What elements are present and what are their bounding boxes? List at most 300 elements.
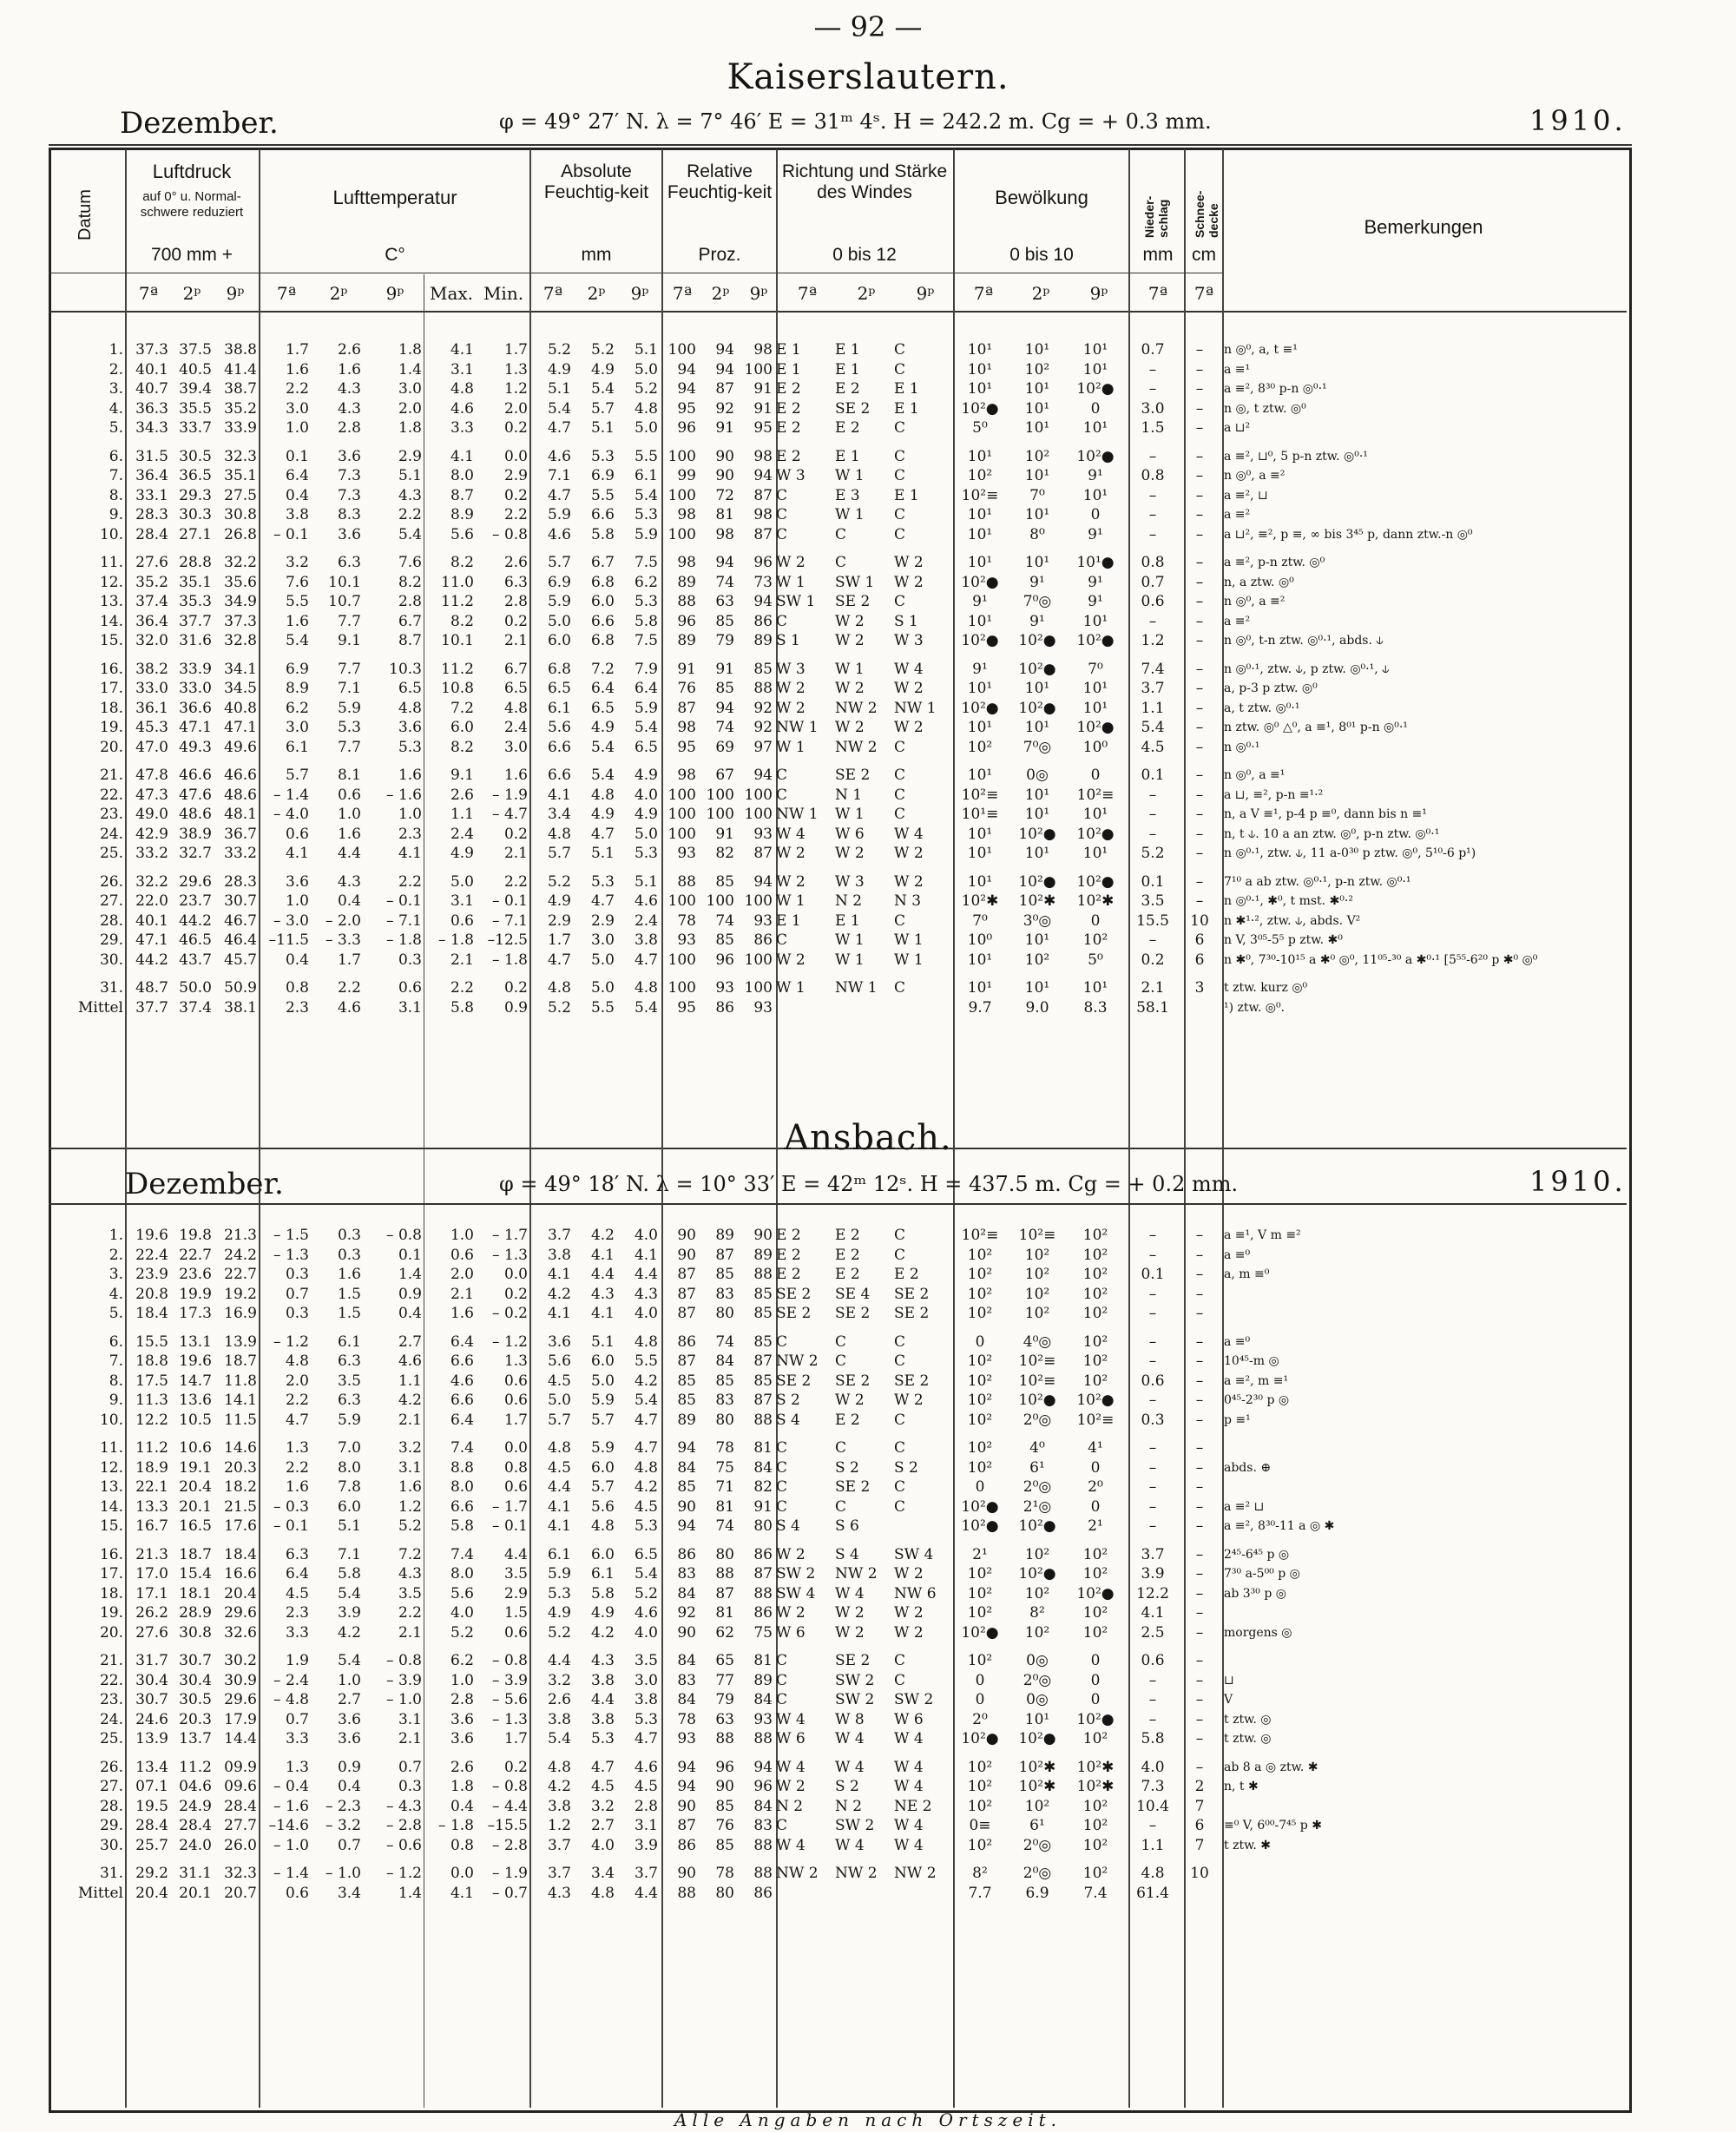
cell-r7: 94 [677, 380, 696, 398]
cell-w9: SE 2 [894, 1305, 930, 1322]
cell-a2: 6.5 [590, 699, 615, 717]
cell-c2: 10¹ [1024, 979, 1050, 997]
cell-w2: E 1 [835, 341, 860, 359]
cell-t2: 7.7 [337, 738, 361, 756]
cell-a7: 5.2 [547, 998, 571, 1017]
cell-w9: C [894, 1652, 906, 1669]
cell-w7: E 2 [776, 380, 801, 398]
cell-r7: 94 [677, 360, 696, 378]
table-row [50, 911, 1625, 931]
cell-snow: – [1195, 1227, 1204, 1244]
cell-w7: C [776, 1439, 788, 1457]
table-row [50, 1458, 1625, 1478]
cell-a9: 5.2 [634, 380, 658, 398]
cell-p9: 47.1 [224, 719, 257, 736]
table-row [50, 612, 1625, 632]
cell-w9: C [894, 911, 906, 930]
cell-p9: 38.7 [224, 380, 257, 398]
cell-tmin: – 7.1 [492, 911, 528, 930]
cell-a9: 4.6 [634, 1604, 658, 1622]
cell-p2: 32.7 [179, 845, 212, 862]
sub-temp-2p: 2ᵖ [329, 283, 348, 304]
cell-w2: E 2 [835, 1227, 860, 1244]
cell-t9: 3.1 [398, 998, 422, 1017]
cell-p2: 27.1 [179, 525, 212, 543]
cell-c7: 10¹ [967, 380, 993, 398]
table-row [50, 864, 1625, 892]
station-title-kaiserslautern: Kaiserslautern. [727, 57, 1009, 97]
cell-precip: – [1148, 1478, 1157, 1496]
cell-t9: 2.7 [398, 1332, 422, 1351]
cell-p7: 47.3 [135, 786, 168, 804]
cell-tmax: 5.0 [450, 872, 474, 891]
cell-p2: 10.5 [179, 1411, 212, 1429]
cell-r2: 74 [715, 911, 734, 930]
cell-c2: 0◎ [1026, 767, 1049, 784]
cell-precip: 5.4 [1141, 719, 1165, 736]
cell-c2: 2⁰◎ [1023, 1411, 1052, 1429]
cell-c7: 8² [972, 1865, 988, 1882]
cell-remarks: n ◎⁰, a ≡² [1224, 469, 1286, 483]
cell-t9: 0.6 [398, 979, 422, 997]
cell-w7: W 1 [776, 738, 806, 756]
cell-p7: 28.3 [135, 506, 168, 523]
cell-w7: C [776, 1478, 788, 1496]
cell-tmax: 8.2 [450, 554, 474, 571]
cell-p9: 30.9 [224, 1671, 257, 1689]
table-row [50, 1265, 1625, 1285]
cell-snow: – [1195, 419, 1204, 437]
cell-day: 30. [99, 1836, 123, 1854]
cell-t2: – 2.0 [326, 911, 361, 930]
cell-c7: 10¹≡ [961, 806, 999, 823]
cell-r2: 87 [715, 1584, 734, 1602]
cell-r9: 87 [753, 525, 773, 543]
cell-r9: 97 [753, 738, 773, 756]
cell-c7: 10² [967, 1584, 993, 1602]
cell-day: 6. [108, 447, 123, 465]
cell-r9: 100 [744, 806, 773, 823]
cell-w2: E 2 [835, 1266, 860, 1283]
cell-tmax: 0.0 [450, 1865, 474, 1882]
cell-snow: 10 [1190, 911, 1209, 930]
cell-p2: 23.7 [179, 892, 212, 910]
cell-t2: 6.3 [337, 554, 361, 571]
cell-p9: 20.7 [224, 1884, 257, 1902]
cell-a2: 4.8 [590, 786, 615, 804]
cell-t9: 0.9 [398, 1285, 422, 1303]
cell-t9: 1.8 [398, 419, 422, 437]
table-row [50, 1623, 1625, 1643]
cell-p7: 29.2 [135, 1865, 168, 1882]
cell-w9: C [894, 806, 906, 823]
cell-precip: – [1148, 1332, 1157, 1351]
cell-w7: E 2 [776, 399, 801, 418]
cell-tmin: 0.8 [503, 1458, 528, 1477]
cell-a2: 5.1 [590, 419, 615, 437]
cell-r9: 92 [753, 719, 773, 736]
cell-c7: 10¹ [967, 554, 993, 571]
cell-precip: – [1148, 1671, 1157, 1689]
cell-tmin: 0.0 [503, 1266, 528, 1283]
cell-a7: 1.2 [547, 1817, 571, 1834]
table-row [50, 679, 1625, 699]
cell-c7: 10² [967, 1758, 993, 1776]
cell-remarks: n ◎⁰·¹ [1224, 740, 1260, 754]
cell-w2: SE 2 [835, 1305, 871, 1322]
cell-w7: W 3 [776, 660, 806, 678]
cell-r9: 88 [753, 1584, 773, 1602]
cell-precip: 4.8 [1141, 1865, 1165, 1882]
sub-schnee-7a: 7ª [1194, 283, 1214, 304]
cell-p2: 29.3 [179, 486, 212, 504]
cell-remarks: ab 3³⁰ p ◎ [1224, 1586, 1286, 1601]
header-wind-unit: 0 bis 12 [832, 245, 897, 265]
cell-r9: 80 [753, 1517, 773, 1535]
cell-p7: 20.4 [135, 1884, 168, 1902]
cell-c9: 10² [1082, 1227, 1108, 1244]
cell-a9: 3.1 [634, 1817, 658, 1834]
cell-c9: 7.4 [1083, 1884, 1108, 1902]
cell-w7: W 2 [776, 680, 806, 697]
cell-tmin: 2.2 [503, 506, 528, 523]
year-label-ansbach: 1910. [1529, 1165, 1627, 1198]
cell-t9: 3.2 [398, 1439, 422, 1457]
cell-tmax: 5.8 [450, 1517, 474, 1535]
cell-remarks: a ≡¹, V m ≡² [1224, 1228, 1301, 1242]
cell-snow: – [1195, 825, 1204, 843]
cell-t7: 6.4 [285, 1565, 309, 1583]
cell-w9: W 2 [894, 1604, 924, 1622]
cell-p7: 27.6 [135, 554, 168, 571]
cell-c9: 10² [1082, 1817, 1108, 1834]
cell-a9: 4.0 [634, 1227, 658, 1244]
cell-remarks: n ✱⁰, 7³⁰-10¹⁵ a ✱⁰ ◎⁰, 11⁰⁵-³⁰ a ✱⁰·¹ [5⁵⁵-6²⁰ p ✱⁰ ◎⁰ [1224, 952, 1538, 967]
cell-tmin: 6.7 [503, 660, 528, 678]
cell-remarks: n ◎⁰·¹, ✱⁰, t mst. ✱⁰·² [1224, 894, 1353, 908]
cell-r7: 87 [677, 1817, 696, 1834]
cell-a2: 3.0 [590, 931, 615, 949]
cell-precip: – [1148, 1352, 1157, 1370]
cell-r7: 85 [677, 1392, 696, 1409]
cell-remarks: a ≡², ⊔ [1224, 488, 1268, 503]
cell-tmin: – 3.9 [492, 1671, 528, 1689]
cell-p7: 15.5 [135, 1332, 168, 1351]
cell-t2: 2.7 [337, 1691, 361, 1708]
cell-t7: 0.3 [285, 1305, 309, 1322]
cell-tmax: – 1.8 [438, 931, 474, 949]
table-row [50, 1517, 1625, 1536]
cell-a2: 6.0 [590, 1458, 615, 1477]
cell-r9: 85 [753, 1372, 773, 1390]
cell-day: 5. [108, 1305, 123, 1322]
cell-a2: 5.9 [590, 1439, 615, 1457]
cell-c9: 2⁰ [1088, 1478, 1103, 1496]
cell-c7: 0 [975, 1671, 985, 1689]
cell-tmax: 0.6 [450, 1246, 474, 1264]
cell-c9: 10² [1082, 931, 1108, 949]
cell-p2: 10.6 [179, 1439, 212, 1457]
header-bewoelkung-unit: 0 bis 10 [1009, 245, 1074, 265]
cell-t9: 5.2 [398, 1517, 422, 1535]
cell-a2: 6.6 [590, 506, 615, 523]
cell-precip: 12.2 [1136, 1584, 1169, 1602]
cell-t2: 1.5 [337, 1285, 361, 1303]
cell-p2: 33.7 [179, 419, 212, 437]
cell-r9: 93 [753, 825, 773, 843]
cell-p9: 46.6 [224, 767, 257, 784]
cell-p7: 24.6 [135, 1710, 168, 1728]
cell-t2: 5.9 [337, 699, 361, 717]
cell-snow: – [1195, 554, 1204, 571]
cell-a9: 4.4 [634, 1266, 658, 1283]
cell-c7: 2¹ [972, 1545, 988, 1563]
cell-c7: 10¹ [967, 680, 993, 697]
cell-p2: 49.3 [179, 738, 212, 756]
cell-p9: 17.9 [224, 1710, 257, 1728]
cell-snow: – [1195, 660, 1204, 678]
cell-t2: 3.6 [337, 1710, 361, 1728]
cell-w7: SE 2 [776, 1372, 812, 1390]
cell-remarks: a ≡⁰ [1224, 1334, 1251, 1349]
cell-tmin: 3.0 [503, 738, 528, 756]
cell-w7: W 2 [776, 1778, 806, 1795]
cell-day: 3. [108, 1266, 123, 1283]
cell-a7: 4.8 [547, 1758, 571, 1776]
cell-tmax: 10.8 [441, 680, 474, 697]
cell-p9: 11.5 [224, 1411, 257, 1429]
cell-p2: 48.6 [179, 806, 212, 823]
cell-p7: 19.5 [135, 1797, 168, 1815]
cell-r9: 89 [753, 632, 773, 649]
cell-r2: 79 [715, 632, 734, 649]
cell-a2: 5.5 [590, 486, 615, 504]
cell-a2: 5.7 [590, 1478, 615, 1496]
cell-tmax: 0.6 [450, 911, 474, 930]
cell-c2: 10¹ [1024, 341, 1050, 359]
cell-w9: C [894, 467, 906, 484]
cell-p9: 35.6 [224, 573, 257, 591]
cell-t2: 5.4 [337, 1652, 361, 1669]
table-row [50, 340, 1625, 360]
cell-snow: – [1195, 872, 1204, 891]
table-row [50, 418, 1625, 438]
cell-t9: 0.1 [398, 1246, 422, 1264]
cell-p7: 45.3 [135, 719, 168, 736]
cell-remarks: n ◎⁰·¹, ztw. ⫝, 11 a-0³⁰ p ztw. ◎⁰, 5¹⁰-6 p¹) [1224, 846, 1476, 860]
cell-w9: W 4 [894, 1817, 924, 1834]
cell-c2: 9.0 [1025, 998, 1049, 1017]
cell-tmax: 7.4 [450, 1545, 474, 1563]
cell-t2: 7.8 [337, 1478, 361, 1496]
cell-day: 11. [99, 554, 123, 571]
cell-remarks: a ≡² ⊔ [1224, 1499, 1265, 1514]
cell-p9: 20.3 [224, 1458, 257, 1477]
cell-p7: 22.1 [135, 1478, 168, 1496]
cell-c7: 10²● [961, 573, 999, 591]
cell-w9: E 1 [894, 486, 919, 504]
cell-p2: 28.9 [179, 1604, 212, 1622]
cell-t9: 3.5 [398, 1584, 422, 1602]
cell-t7: –14.6 [268, 1817, 309, 1834]
cell-a2: 4.7 [590, 892, 615, 910]
cell-day: 18. [99, 699, 123, 717]
cell-w2: SE 2 [835, 1372, 871, 1390]
cell-p9: 32.8 [224, 632, 257, 649]
cell-r7: 93 [677, 1730, 696, 1747]
cell-w9: SW 4 [894, 1545, 934, 1563]
cell-r2: 85 [715, 1266, 734, 1283]
cell-tmax: 4.6 [450, 1372, 474, 1390]
cell-a7: 5.3 [547, 1584, 571, 1602]
cell-r9: 84 [753, 1797, 773, 1815]
cell-precip: – [1148, 806, 1157, 823]
year-label-kaiserslautern: 1910. [1529, 104, 1627, 137]
cell-w9: NE 2 [894, 1797, 932, 1815]
cell-p7: 18.9 [135, 1458, 168, 1477]
cell-r9: 95 [753, 419, 773, 437]
cell-precip: – [1148, 525, 1157, 543]
cell-p7: 38.2 [135, 660, 168, 678]
cell-p7: 17.1 [135, 1584, 168, 1602]
cell-t2: 4.4 [337, 845, 361, 862]
cell-w9: C [894, 1439, 906, 1457]
cell-day: 20. [99, 1623, 123, 1642]
cell-snow: – [1195, 1691, 1204, 1708]
cell-t7: 2.3 [285, 998, 309, 1017]
cell-w7: C [776, 506, 788, 523]
header-schneedecke-unit: cm [1192, 245, 1216, 265]
cell-day: 24. [99, 1710, 123, 1728]
cell-precip: 61.4 [1136, 1884, 1169, 1902]
cell-c9: 10²✱ [1076, 1778, 1115, 1795]
cell-remarks: a ≡² [1224, 614, 1251, 628]
cell-day: 15. [99, 632, 123, 649]
cell-c7: 10²✱ [961, 892, 999, 910]
cell-a9: 2.4 [634, 911, 658, 930]
cell-t7: – 0.1 [273, 1517, 309, 1535]
cell-c7: 10² [967, 1246, 993, 1264]
cell-p7: 44.2 [135, 951, 168, 969]
cell-p2: 30.5 [179, 447, 212, 465]
cell-c9: 10¹ [1082, 845, 1108, 862]
cell-r7: 84 [677, 1458, 696, 1477]
cell-p9: 38.8 [224, 341, 257, 359]
cell-tmax: 8.9 [450, 506, 474, 523]
cell-w2: C [835, 1439, 847, 1457]
cell-precip: 2.1 [1141, 979, 1165, 997]
cell-c2: 10²✱ [1018, 1758, 1056, 1776]
cell-tmin: – 1.3 [492, 1710, 528, 1728]
cell-r9: 81 [753, 1652, 773, 1669]
table-row [50, 1749, 1625, 1778]
cell-w7: W 1 [776, 979, 806, 997]
cell-tmin: 2.1 [503, 845, 528, 862]
cell-r7: 100 [667, 786, 696, 804]
cell-a7: 4.8 [547, 979, 571, 997]
mean-row [50, 998, 1625, 1018]
cell-p7: 47.1 [135, 931, 168, 949]
cell-p7: 28.4 [135, 1817, 168, 1834]
table-row [50, 699, 1625, 719]
cell-tmin: 2.9 [503, 1584, 528, 1602]
cell-c2: 0◎ [1026, 1652, 1049, 1669]
cell-tmax: 2.0 [450, 1266, 474, 1283]
cell-a9: 4.0 [634, 786, 658, 804]
cell-c7: 10¹ [967, 979, 993, 997]
cell-a9: 5.0 [634, 825, 658, 843]
table-row [50, 1671, 1625, 1691]
cell-precip: – [1148, 447, 1157, 465]
cell-c7: 10²● [961, 1517, 999, 1535]
cell-w9: E 1 [894, 380, 919, 398]
cell-day: 20. [99, 738, 123, 756]
cell-p2: 18.1 [179, 1584, 212, 1602]
sub-luftdruck-9p: 9ᵖ [226, 283, 245, 304]
cell-t7: – 0.3 [273, 1497, 309, 1516]
cell-tmin: 6.5 [503, 680, 528, 697]
cell-r7: 93 [677, 845, 696, 862]
cell-p2: 11.2 [179, 1758, 212, 1776]
cell-snow: – [1195, 1652, 1204, 1669]
cell-w2: S 4 [835, 1545, 859, 1563]
cell-w9: SW 2 [894, 1691, 934, 1708]
cell-t9: 4.8 [398, 699, 422, 717]
cell-c9: 0 [1090, 1497, 1101, 1516]
cell-w7: SE 2 [776, 1285, 812, 1303]
cell-r2: 82 [715, 845, 734, 862]
cell-t7: – 4.0 [273, 806, 309, 823]
cell-t7: – 2.4 [273, 1671, 309, 1689]
cell-t7: 3.3 [285, 1623, 309, 1642]
cell-a2: 5.0 [590, 979, 615, 997]
cell-r9: 85 [753, 1332, 773, 1351]
cell-t9: 2.1 [398, 1730, 422, 1747]
table-row [50, 805, 1625, 825]
cell-p2: 30.5 [179, 1691, 212, 1708]
cell-tmin: 0.0 [503, 447, 528, 465]
cell-p9: 09.9 [224, 1758, 257, 1776]
cell-r2: 81 [715, 1604, 734, 1622]
cell-day: 8. [108, 486, 123, 504]
cell-p9: 14.6 [224, 1439, 257, 1457]
cell-w7: E 2 [776, 1266, 801, 1283]
cell-t9: 1.1 [398, 1372, 422, 1390]
cell-a7: 5.6 [547, 1352, 571, 1370]
cell-r9: 88 [753, 1411, 773, 1429]
cell-r7: 87 [677, 1266, 696, 1283]
cell-a9: 6.5 [634, 738, 658, 756]
cell-p2: 38.9 [179, 825, 212, 843]
cell-w7: E 1 [776, 360, 801, 378]
cell-r2: 85 [715, 872, 734, 891]
cell-remarks: 0⁴⁵-2³⁰ p ◎ [1224, 1393, 1290, 1407]
cell-t2: – 3.3 [326, 931, 361, 949]
cell-day: 29. [99, 1817, 123, 1834]
cell-remarks: n, a ztw. ◎⁰ [1224, 575, 1294, 589]
cell-p7: 19.6 [135, 1227, 168, 1244]
cell-t2: 8.1 [337, 767, 361, 784]
cell-a2: 4.3 [590, 1652, 615, 1669]
cell-r9: 88 [753, 1836, 773, 1854]
table-row [50, 757, 1625, 786]
cell-remarks: a ≡² [1224, 508, 1251, 522]
cell-t2: 2.2 [337, 979, 361, 997]
cell-a7: 4.3 [547, 1884, 571, 1902]
cell-t7: 0.6 [285, 1884, 309, 1902]
cell-tmin: – 5.6 [492, 1691, 528, 1708]
cell-t7: 4.5 [285, 1584, 309, 1602]
